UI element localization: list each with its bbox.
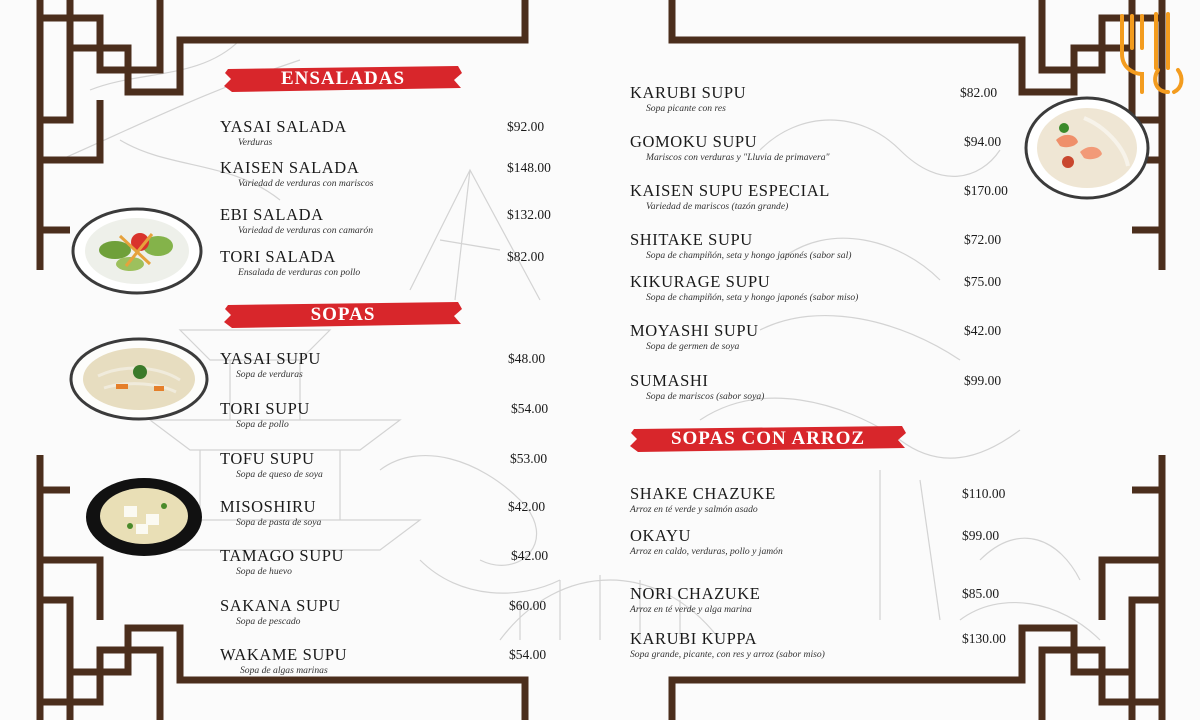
menu-item bbox=[220, 645, 347, 677]
item-description: Sopa picante con res bbox=[646, 103, 726, 114]
item-price: $75.00 bbox=[964, 274, 1002, 289]
sopas-con-arroz-banner bbox=[628, 424, 908, 454]
item-description: Sopa de verduras bbox=[236, 369, 303, 380]
item-price: $42.00 bbox=[511, 548, 549, 563]
item-name: MOYASHI SUPU bbox=[630, 321, 759, 340]
item-description: Sopa de mariscos (sabor soya) bbox=[646, 391, 765, 402]
item-name: YASAI SALADA bbox=[220, 117, 347, 136]
menu-item bbox=[630, 484, 776, 516]
item-price: $85.00 bbox=[962, 586, 1000, 601]
item-description: Variedad de verduras con mariscos bbox=[238, 178, 374, 189]
item-name: SAKANA SUPU bbox=[220, 596, 341, 615]
item-description: Arroz en caldo, verduras, pollo y jamón bbox=[630, 546, 783, 557]
item-description: Sopa de champiñón, seta y hongo japonés (sabor miso) bbox=[646, 292, 859, 303]
item-description: Sopa grande, picante, con res y arroz (sabor miso) bbox=[630, 649, 825, 660]
item-name: NORI CHAZUKE bbox=[630, 584, 761, 603]
item-description: Arroz en té verde y salmón asado bbox=[630, 504, 758, 515]
yasai-supu-dish-photo bbox=[68, 336, 210, 422]
menu-item bbox=[630, 371, 764, 403]
sopas-banner bbox=[222, 300, 464, 330]
item-price: $54.00 bbox=[509, 647, 547, 662]
menu-item bbox=[630, 230, 851, 262]
menu-item bbox=[220, 546, 344, 578]
menu-item bbox=[220, 158, 374, 190]
item-price: $110.00 bbox=[962, 486, 1006, 501]
item-price: $94.00 bbox=[964, 134, 1002, 149]
item-name: TORI SALADA bbox=[220, 247, 336, 266]
item-description: Sopa de queso de soya bbox=[236, 469, 323, 480]
menu-item bbox=[220, 247, 360, 279]
menu-item bbox=[630, 181, 830, 213]
ensaladas-banner bbox=[222, 64, 464, 94]
item-name: YASAI SUPU bbox=[220, 349, 321, 368]
menu-item bbox=[220, 449, 323, 481]
item-price: $99.00 bbox=[962, 528, 1000, 543]
sopas-title: SOPAS bbox=[310, 304, 376, 325]
item-price: $82.00 bbox=[960, 85, 998, 100]
item-name: WAKAME SUPU bbox=[220, 645, 348, 664]
item-description: Arroz en té verde y alga marina bbox=[630, 604, 752, 615]
item-description: Variedad de mariscos (tazón grande) bbox=[646, 201, 789, 212]
menu-item bbox=[630, 321, 759, 353]
menu-item bbox=[630, 629, 825, 661]
item-name: SUMASHI bbox=[630, 371, 709, 390]
menu-item bbox=[630, 526, 783, 558]
item-name: KARUBI SUPU bbox=[630, 83, 747, 102]
item-name: SHAKE CHAZUKE bbox=[630, 484, 776, 503]
menu-item bbox=[630, 83, 746, 115]
sopas-con-arroz-title: SOPAS CON ARROZ bbox=[670, 428, 866, 449]
item-name: KIKURAGE SUPU bbox=[630, 272, 771, 291]
item-price: $99.00 bbox=[964, 373, 1002, 388]
item-name: OKAYU bbox=[630, 526, 692, 545]
item-description: Sopa de pollo bbox=[236, 419, 289, 430]
item-description: Sopa de algas marinas bbox=[240, 665, 328, 676]
menu-item bbox=[630, 272, 858, 304]
item-description: Verduras bbox=[238, 137, 273, 148]
item-price: $72.00 bbox=[964, 232, 1002, 247]
kaisen-supu-dish-photo bbox=[1024, 96, 1150, 200]
item-price: $42.00 bbox=[508, 499, 546, 514]
item-price: $82.00 bbox=[507, 249, 545, 264]
item-description: Sopa de pasta de soya bbox=[236, 517, 322, 528]
menu-item bbox=[220, 399, 310, 431]
item-price: $48.00 bbox=[508, 351, 546, 366]
item-description: Sopa de champiñón, seta y hongo japonés (sabor sal) bbox=[646, 250, 852, 261]
item-description: Ensalada de verduras con pollo bbox=[238, 267, 361, 278]
fork-chopsticks-logo-icon bbox=[1112, 8, 1188, 96]
item-price: $130.00 bbox=[962, 631, 1006, 646]
item-description: Sopa de germen de soya bbox=[646, 341, 740, 352]
menu-item bbox=[220, 117, 347, 149]
item-price: $42.00 bbox=[964, 323, 1002, 338]
item-price: $92.00 bbox=[507, 119, 545, 134]
item-name: KAISEN SUPU ESPECIAL bbox=[630, 181, 830, 200]
item-name: KARUBI KUPPA bbox=[630, 629, 758, 648]
item-price: $170.00 bbox=[964, 183, 1008, 198]
ensaladas-title: ENSALADAS bbox=[280, 68, 406, 89]
item-name: TORI SUPU bbox=[220, 399, 310, 418]
item-price: $60.00 bbox=[509, 598, 547, 613]
item-description: Sopa de huevo bbox=[236, 566, 292, 577]
item-price: $54.00 bbox=[511, 401, 549, 416]
misoshiru-dish-photo bbox=[84, 476, 204, 558]
menu-item bbox=[220, 497, 321, 529]
menu-item bbox=[220, 349, 321, 381]
item-description: Variedad de verduras con camarón bbox=[238, 225, 374, 236]
item-price: $53.00 bbox=[510, 451, 548, 466]
item-description: Mariscos con verduras y "Lluvia de primavera" bbox=[646, 152, 830, 163]
menu-item bbox=[630, 584, 760, 616]
menu-item bbox=[220, 205, 373, 237]
menu-item bbox=[630, 132, 830, 164]
item-name: MISOSHIRU bbox=[220, 497, 317, 516]
item-name: KAISEN SALADA bbox=[220, 158, 360, 177]
ensalada-dish-photo bbox=[70, 206, 204, 296]
item-name: GOMOKU SUPU bbox=[630, 132, 758, 151]
menu-item bbox=[220, 596, 341, 628]
item-name: EBI SALADA bbox=[220, 205, 324, 224]
item-description: Sopa de pescado bbox=[236, 616, 301, 627]
item-price: $132.00 bbox=[507, 207, 551, 222]
item-name: TOFU SUPU bbox=[220, 449, 315, 468]
item-name: TAMAGO SUPU bbox=[220, 546, 345, 565]
item-price: $148.00 bbox=[507, 160, 551, 175]
item-name: SHITAKE SUPU bbox=[630, 230, 753, 249]
